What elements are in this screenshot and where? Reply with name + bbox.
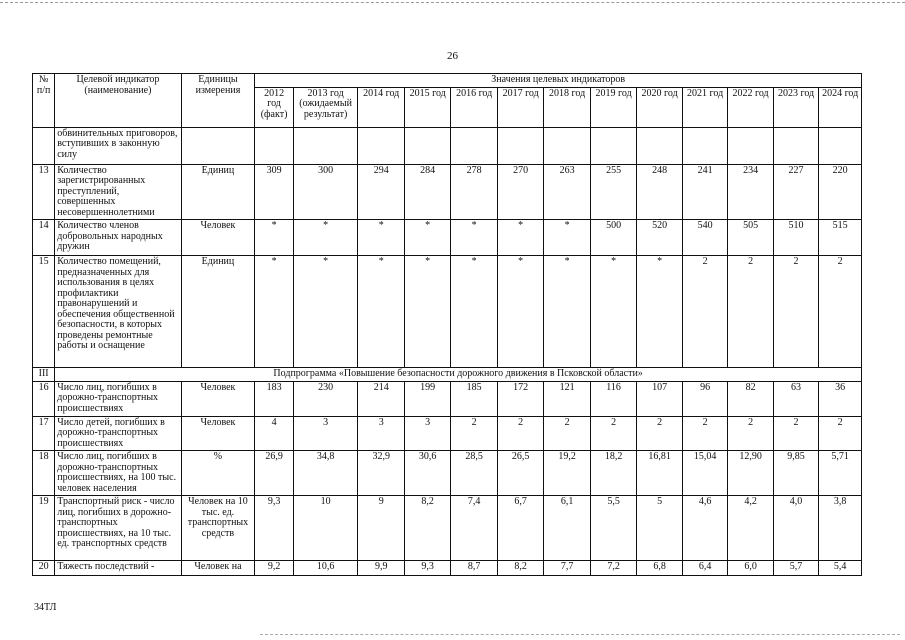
row-number: 15	[33, 256, 55, 368]
header-num: № п/п	[33, 74, 55, 128]
value-cell: 8,7	[451, 561, 497, 576]
value-cell: 500	[590, 220, 636, 256]
table-row	[33, 451, 862, 496]
section-number: III	[33, 368, 55, 382]
value-cell: *	[255, 220, 293, 256]
value-cell	[404, 127, 450, 164]
value-cell: 284	[404, 164, 450, 220]
value-cell: 2	[819, 416, 862, 451]
value-cell	[451, 127, 497, 164]
value-cell: 6,7	[497, 496, 543, 561]
row-number: 18	[33, 451, 55, 496]
value-cell: 7,2	[590, 561, 636, 576]
value-cell	[773, 127, 818, 164]
value-cell: *	[358, 256, 404, 368]
table-row	[33, 496, 862, 561]
indicators-table	[32, 73, 862, 576]
table-row	[33, 416, 862, 451]
value-cell: 7,4	[451, 496, 497, 561]
value-cell: 505	[728, 220, 773, 256]
value-cell: 263	[544, 164, 590, 220]
row-number	[33, 127, 55, 164]
value-cell: 2	[497, 416, 543, 451]
value-cell: 63	[773, 381, 818, 416]
section-row	[33, 368, 862, 382]
value-cell: 6,1	[544, 496, 590, 561]
header-year: 2015 год	[404, 87, 450, 127]
row-number: 19	[33, 496, 55, 561]
header-year: 2019 год	[590, 87, 636, 127]
value-cell: *	[255, 256, 293, 368]
unit-cell	[181, 127, 255, 164]
unit-cell: %	[181, 451, 255, 496]
header-year: 2016 год	[451, 87, 497, 127]
value-cell: *	[404, 256, 450, 368]
value-cell: *	[404, 220, 450, 256]
value-cell	[637, 127, 682, 164]
value-cell: 2	[451, 416, 497, 451]
header-year: 2020 год	[637, 87, 682, 127]
value-cell: 107	[637, 381, 682, 416]
value-cell: *	[497, 256, 543, 368]
unit-cell: Человек на 10 тыс. ед. транспортных средств	[181, 496, 255, 561]
value-cell: 185	[451, 381, 497, 416]
value-cell: 9,3	[404, 561, 450, 576]
value-cell	[497, 127, 543, 164]
value-cell: 28,5	[451, 451, 497, 496]
indicator-name: Количество помещений, предназначенных для использования в целях профилактики правонарушений и обеспечения общественной безопасности, в которых проведены ремонтные работы и оснащение	[55, 256, 181, 368]
value-cell: 520	[637, 220, 682, 256]
value-cell: 18,2	[590, 451, 636, 496]
value-cell: 30,6	[404, 451, 450, 496]
value-cell: *	[590, 256, 636, 368]
header-year: 2022 год	[728, 87, 773, 127]
value-cell: 278	[451, 164, 497, 220]
value-cell: 255	[590, 164, 636, 220]
value-cell: 4,6	[682, 496, 727, 561]
value-cell: 34,8	[293, 451, 358, 496]
value-cell: 2	[544, 416, 590, 451]
header-year: 2013 год (ожидаемый результат)	[293, 87, 358, 127]
value-cell: 26,9	[255, 451, 293, 496]
indicator-name: Количество членов добровольных народных дружин	[55, 220, 181, 256]
value-cell: 2	[682, 256, 727, 368]
unit-cell: Единиц	[181, 256, 255, 368]
unit-cell: Единиц	[181, 164, 255, 220]
page-number: 26	[447, 50, 458, 62]
value-cell: 4	[255, 416, 293, 451]
value-cell: 2	[773, 256, 818, 368]
value-cell: 2	[728, 416, 773, 451]
value-cell: 270	[497, 164, 543, 220]
value-cell: 15,04	[682, 451, 727, 496]
header-year: 2012 год (факт)	[255, 87, 293, 127]
table-row	[33, 381, 862, 416]
value-cell: 121	[544, 381, 590, 416]
section-title: Подпрограмма «Повышение безопасности дорожного движения в Псковской области»	[55, 368, 862, 382]
value-cell: 19,2	[544, 451, 590, 496]
value-cell: 309	[255, 164, 293, 220]
value-cell: *	[544, 256, 590, 368]
row-number: 13	[33, 164, 55, 220]
value-cell: 6,8	[637, 561, 682, 576]
value-cell: 4,2	[728, 496, 773, 561]
value-cell: *	[637, 256, 682, 368]
table-row	[33, 220, 862, 256]
header-year: 2018 год	[544, 87, 590, 127]
value-cell	[819, 127, 862, 164]
unit-cell: Человек	[181, 416, 255, 451]
indicator-name: Количество зарегистрированных преступлений, совершенных несовершеннолетними	[55, 164, 181, 220]
header-indicator: Целевой индикатор (наименование)	[55, 74, 181, 128]
table-row	[33, 256, 862, 368]
indicator-name: обвинительных приговоров, вступивших в законную силу	[55, 127, 181, 164]
value-cell: 3,8	[819, 496, 862, 561]
value-cell: 220	[819, 164, 862, 220]
value-cell: 3	[404, 416, 450, 451]
value-cell: 16,81	[637, 451, 682, 496]
value-cell: 172	[497, 381, 543, 416]
header-units: Единицы измерения	[181, 74, 255, 128]
value-cell: 3	[293, 416, 358, 451]
footer-code: 34ТЛ	[34, 602, 57, 613]
value-cell: 2	[773, 416, 818, 451]
value-cell: 9,2	[255, 561, 293, 576]
value-cell: *	[358, 220, 404, 256]
row-number: 14	[33, 220, 55, 256]
table-row	[33, 127, 862, 164]
value-cell	[682, 127, 727, 164]
value-cell: 6,0	[728, 561, 773, 576]
value-cell: 2	[682, 416, 727, 451]
value-cell: 5	[637, 496, 682, 561]
value-cell: 183	[255, 381, 293, 416]
unit-cell: Человек на	[181, 561, 255, 576]
value-cell: *	[497, 220, 543, 256]
value-cell: 214	[358, 381, 404, 416]
indicator-name: Число лиц, погибших в дорожно-транспортных происшествиях, на 100 тыс. человек населения	[55, 451, 181, 496]
header-year: 2014 год	[358, 87, 404, 127]
value-cell: 12,90	[728, 451, 773, 496]
value-cell: 9	[358, 496, 404, 561]
value-cell: 9,85	[773, 451, 818, 496]
value-cell	[255, 127, 293, 164]
value-cell: 10	[293, 496, 358, 561]
value-cell: 6,4	[682, 561, 727, 576]
value-cell: 234	[728, 164, 773, 220]
value-cell: 116	[590, 381, 636, 416]
value-cell: 5,71	[819, 451, 862, 496]
value-cell	[293, 127, 358, 164]
value-cell	[590, 127, 636, 164]
header-year: 2021 год	[682, 87, 727, 127]
value-cell	[728, 127, 773, 164]
header-values-group: Значения целевых индикаторов	[255, 74, 862, 88]
value-cell: 241	[682, 164, 727, 220]
value-cell: 199	[404, 381, 450, 416]
header-year: 2023 год	[773, 87, 818, 127]
value-cell: 5,4	[819, 561, 862, 576]
value-cell: *	[451, 220, 497, 256]
value-cell: 96	[682, 381, 727, 416]
value-cell: 9,9	[358, 561, 404, 576]
value-cell: *	[451, 256, 497, 368]
value-cell: 8,2	[497, 561, 543, 576]
value-cell: 7,7	[544, 561, 590, 576]
value-cell: *	[293, 220, 358, 256]
value-cell: 10,6	[293, 561, 358, 576]
table-row	[33, 164, 862, 220]
row-number: 16	[33, 381, 55, 416]
indicator-name: Число лиц, погибших в дорожно-транспортных происшествиях	[55, 381, 181, 416]
value-cell: 32,9	[358, 451, 404, 496]
value-cell: 82	[728, 381, 773, 416]
value-cell: 294	[358, 164, 404, 220]
header-year: 2017 год	[497, 87, 543, 127]
value-cell: *	[544, 220, 590, 256]
row-number: 20	[33, 561, 55, 576]
scan-bottom-edge	[260, 634, 900, 635]
value-cell: 2	[590, 416, 636, 451]
value-cell: 230	[293, 381, 358, 416]
value-cell: 9,3	[255, 496, 293, 561]
unit-cell: Человек	[181, 381, 255, 416]
indicator-name: Транспортный риск - число лиц, погибших в дорожно-транспортных происшествиях, на 10 тыс. ед. транспортных средств	[55, 496, 181, 561]
value-cell: 2	[819, 256, 862, 368]
value-cell: 26,5	[497, 451, 543, 496]
value-cell: 5,7	[773, 561, 818, 576]
value-cell: 2	[637, 416, 682, 451]
indicator-name: Число детей, погибших в дорожно-транспортных происшествиях	[55, 416, 181, 451]
value-cell: *	[293, 256, 358, 368]
value-cell: 4,0	[773, 496, 818, 561]
value-cell: 3	[358, 416, 404, 451]
table-row	[33, 561, 862, 576]
value-cell: 510	[773, 220, 818, 256]
value-cell: 2	[728, 256, 773, 368]
value-cell	[358, 127, 404, 164]
value-cell: 515	[819, 220, 862, 256]
row-number: 17	[33, 416, 55, 451]
scan-top-edge	[0, 2, 905, 3]
value-cell: 300	[293, 164, 358, 220]
value-cell: 540	[682, 220, 727, 256]
value-cell: 5,5	[590, 496, 636, 561]
unit-cell: Человек	[181, 220, 255, 256]
indicators-body	[33, 127, 862, 576]
value-cell	[544, 127, 590, 164]
value-cell: 248	[637, 164, 682, 220]
value-cell: 8,2	[404, 496, 450, 561]
header-year: 2024 год	[819, 87, 862, 127]
indicator-name: Тяжесть последствий -	[55, 561, 181, 576]
value-cell: 227	[773, 164, 818, 220]
value-cell: 36	[819, 381, 862, 416]
